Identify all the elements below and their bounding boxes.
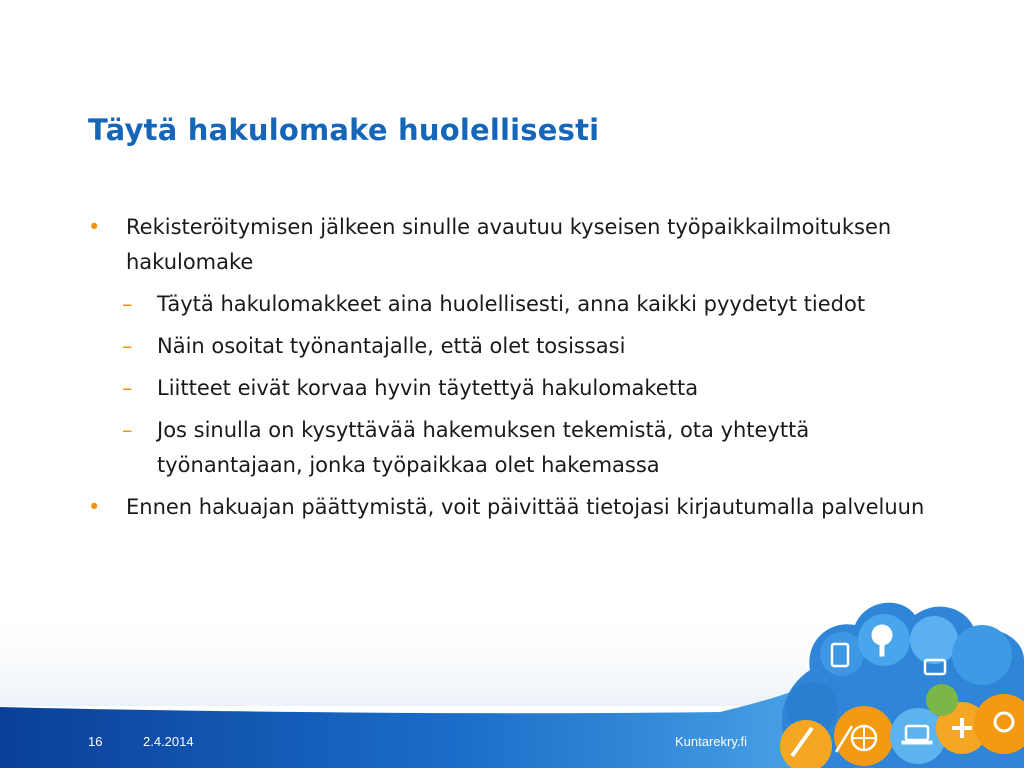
slide-title: Täytä hakulomake huolellisesti [88,113,600,147]
bullet-item [88,210,928,280]
sub-bullet-text: Näin osoitat työnantajalle, että olet tosissasi [157,334,626,358]
dash-marker: – [122,418,133,442]
dash-marker: – [122,334,133,358]
bullet-dot: • [88,215,101,239]
slide-date: 2.4.2014 [143,734,194,749]
sub-bullet-item [88,413,928,483]
page-number: 16 [88,734,103,749]
sub-bullet-item [88,371,928,406]
sub-bullet-item [88,287,928,322]
sub-bullet-text: Täytä hakulomakkeet aina huolellisesti, anna kaikki pyydetyt tiedot [157,292,866,316]
sub-bullet-item [88,329,928,364]
bullet-text: Ennen hakuajan päättymistä, voit päivittää tietojasi kirjautumalla palveluun [126,495,925,519]
website-label: Kuntarekry.fi [675,734,748,749]
sub-bullet-text: Jos sinulla on kysyttävää hakemuksen tekemistä, ota yhteyttä työnantajaan, jonka työpaikkaa olet hakemassa [157,418,810,477]
bullet-text: Rekisteröitymisen jälkeen sinulle avautuu kyseisen työpaikkailmoituksen hakulomake [126,215,892,274]
dash-marker: – [122,292,133,316]
sub-bullet-text: Liitteet eivät korvaa hyvin täytettyä hakulomaketta [157,376,699,400]
dash-marker: – [122,376,133,400]
bullet-list [88,210,928,532]
bullet-dot: • [88,495,101,519]
bullet-item [88,490,928,525]
